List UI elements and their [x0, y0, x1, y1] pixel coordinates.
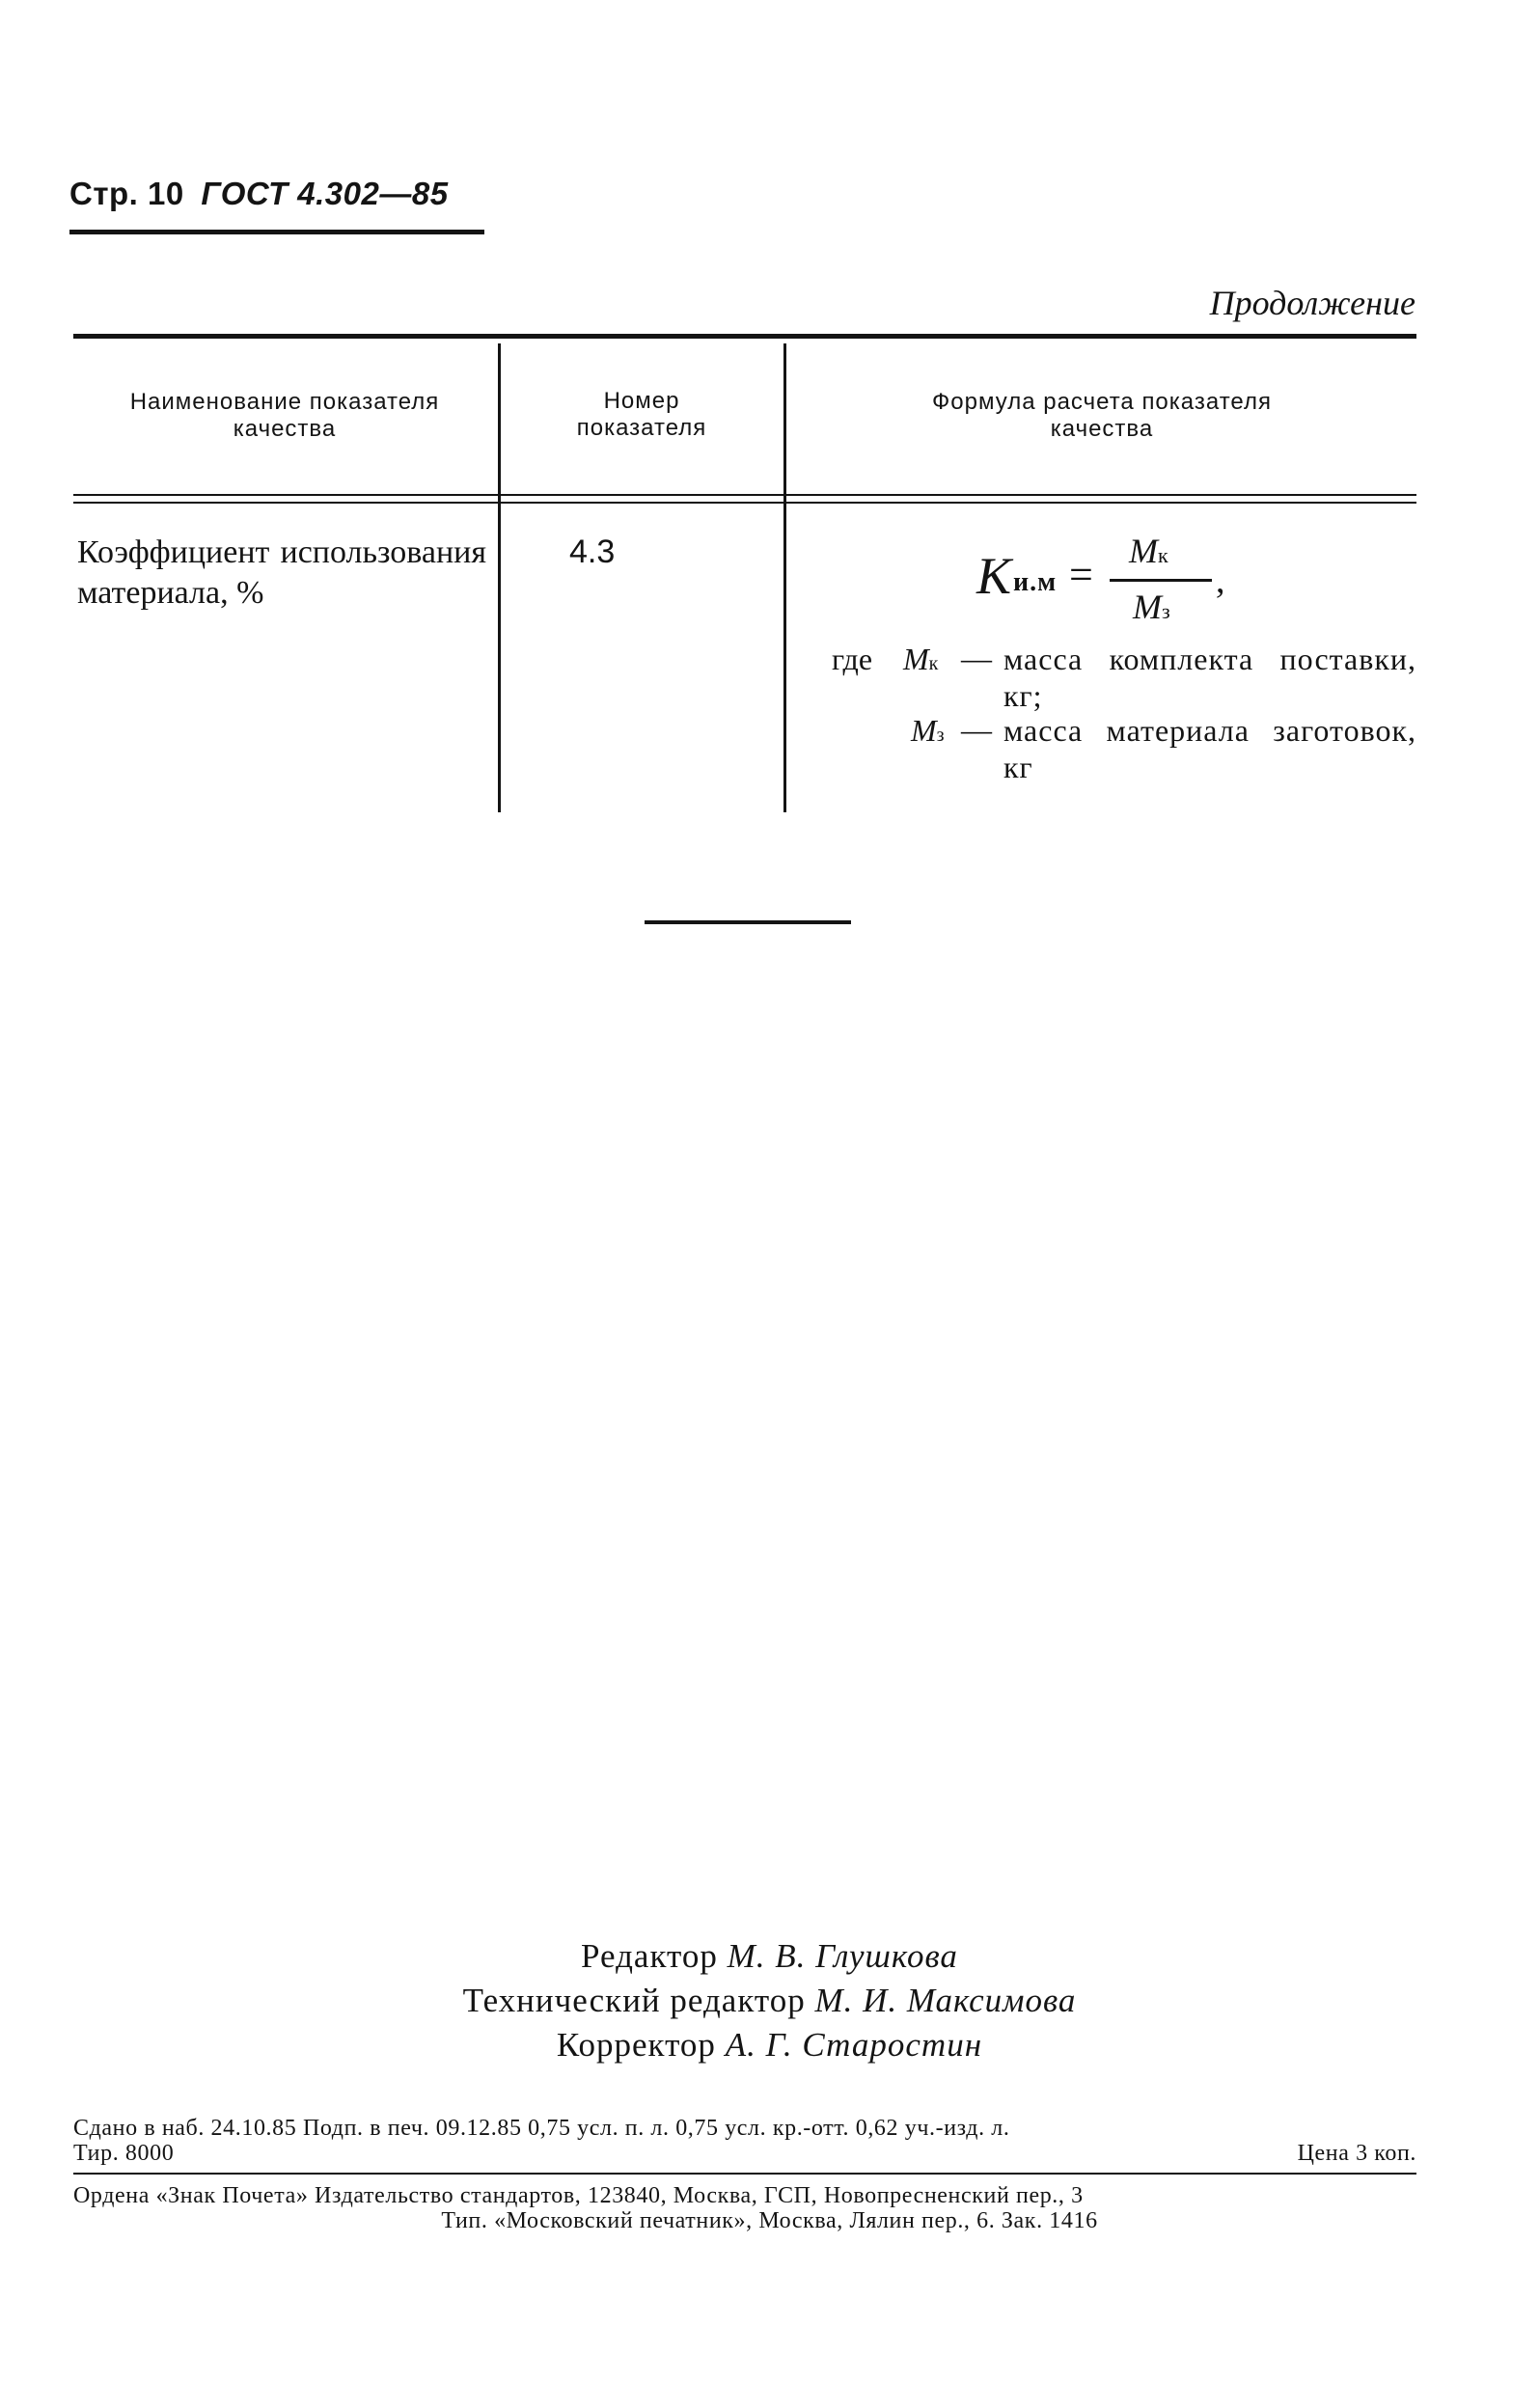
imprint-rule — [73, 2173, 1416, 2175]
credit-editor: Редактор М. В. Глушкова — [581, 1937, 958, 1975]
column-header-number: Номер показателя — [576, 388, 707, 441]
indicator-number: 4.3 — [569, 534, 616, 570]
definition-dash: — — [961, 712, 992, 747]
formula-denominator: Mз — [1133, 588, 1170, 626]
end-rule — [645, 920, 851, 924]
definition-text: масса материала заготовок, кг — [1003, 713, 1416, 784]
continuation-label: Продолжение — [1209, 284, 1415, 322]
imprint-line: Тип. «Московский печатник», Москва, Лялин пер., 6. Зак. 1416 — [441, 2208, 1098, 2233]
formula-numerator: Mк — [1129, 532, 1168, 570]
definition-symbol: Mз — [911, 713, 945, 748]
standard-number: ГОСТ 4.302—85 — [201, 176, 449, 211]
definition-dash: — — [961, 641, 992, 675]
column-header-name: Наименование показателя качества — [129, 389, 440, 442]
table-column-divider — [783, 343, 786, 812]
formula-equals: = — [1069, 551, 1093, 598]
where-label: где — [832, 642, 873, 676]
definition-text: масса комплекта поставки, кг; — [1003, 642, 1416, 713]
page-number: Стр. 10 — [69, 176, 184, 211]
formula-lhs-subscript: и.м — [1013, 567, 1058, 597]
page-header — [69, 176, 449, 212]
table-header-rule — [73, 502, 1416, 504]
column-header-formula: Формула расчета показателя качества — [932, 389, 1272, 442]
imprint-line: Сдано в наб. 24.10.85 Подп. в печ. 09.12.85 0,75 усл. п. л. 0,75 усл. кр.-отт. 0,62 уч.-изд. л. — [73, 2116, 1010, 2141]
formula-comma: , — [1216, 561, 1225, 601]
table-column-divider — [498, 343, 501, 812]
imprint-line: Тир. 8000 Цена 3 коп. — [73, 2141, 1416, 2166]
fraction-bar — [1110, 579, 1212, 582]
table-top-rule — [73, 334, 1416, 339]
indicator-name: Коэффициент использования материала, % — [77, 534, 486, 611]
formula-lhs: K — [976, 547, 1012, 605]
imprint-line: Ордена «Знак Почета» Издательство стандартов, 123840, Москва, ГСП, Новопресненский пер., 3 — [73, 2183, 1084, 2208]
credit-technical-editor: Технический редактор М. И. Максимова — [462, 1982, 1077, 2019]
credit-corrector: Корректор А. Г. Старостин — [556, 2026, 983, 2064]
table-header-rule — [73, 494, 1416, 496]
definition-symbol: Mк — [903, 642, 939, 676]
header-rule — [69, 230, 484, 234]
